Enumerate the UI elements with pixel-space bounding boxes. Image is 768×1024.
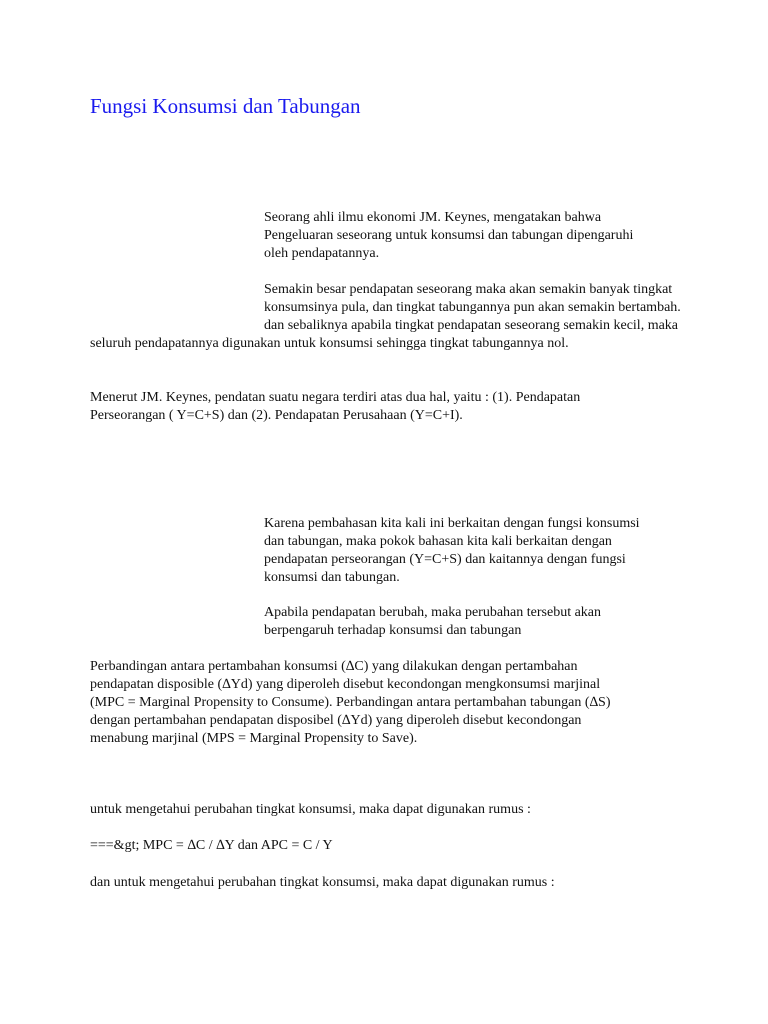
paragraph-pendapatan-konsumsi: Semakin besar pendapatan seseorang maka akan semakin banyak tingkat konsumsinya pula, dan tingkat tabungannya pun akan semakin bertambah. dan sebaliknya apabila tingkat pendapatan seseorang semakin kecil, maka seluruh pendapatannya digunakan untuk konsumsi sehingga tingkat tabungannya nol. — [90, 282, 681, 351]
paragraph-rumus-intro-1: untuk mengetahui perubahan tingkat konsumsi, maka dapat digunakan rumus : — [90, 802, 531, 817]
page-title: Fungsi Konsumsi dan Tabungan — [90, 94, 361, 118]
paragraph-pendapatan-negara: Menerut JM. Keynes, pendatan suatu negara terdiri atas dua hal, yaitu : (1). Pendapatan Perseorangan ( Y=C+S) dan (2). Pendapatan Perusahaan (Y=C+I). — [90, 390, 581, 423]
float-spacer — [90, 281, 264, 335]
formula-mpc-apc: ===&gt; MPC = ∆C / ∆Y dan APC = C / Y — [90, 838, 333, 853]
paragraph-mpc-mps: Perbandingan antara pertambahan konsumsi (∆C) yang dilakukan dengan pertambahan pendapatan disposible (∆Yd) yang diperoleh disebut kecondongan mengkonsumsi marjinal (MPC = Marginal Propensity to Consume). Perbandingan antara pertambahan tabungan (∆S) dengan pertambahan pendapatan disposibel (∆Yd) yang diperoleh disebut kecondongan menabung marjinal (MPS = Marginal Propensity to Save). — [90, 659, 611, 746]
paragraph-keynes-intro: Seorang ahli ilmu ekonomi JM. Keynes, mengatakan bahwa Pengeluaran seseorang untuk konsumsi dan tabungan dipengaruhi oleh pendapatannya. — [264, 210, 634, 261]
paragraph-rumus-intro-2: dan untuk mengetahui perubahan tingkat konsumsi, maka dapat digunakan rumus : — [90, 875, 555, 890]
paragraph-pembahasan: Karena pembahasan kita kali ini berkaitan dengan fungsi konsumsi dan tabungan, maka pokok bahasan kita kali berkaitan dengan pendapatan perseorangan (Y=C+S) dan kaitannya dengan fungsi konsumsi dan tabungan. — [264, 516, 640, 585]
paragraph-perubahan-pendapatan: Apabila pendapatan berubah, maka perubahan tersebut akan berpengaruh terhadap konsumsi dan tabungan — [264, 605, 602, 638]
paragraph-flow-block — [90, 281, 690, 353]
